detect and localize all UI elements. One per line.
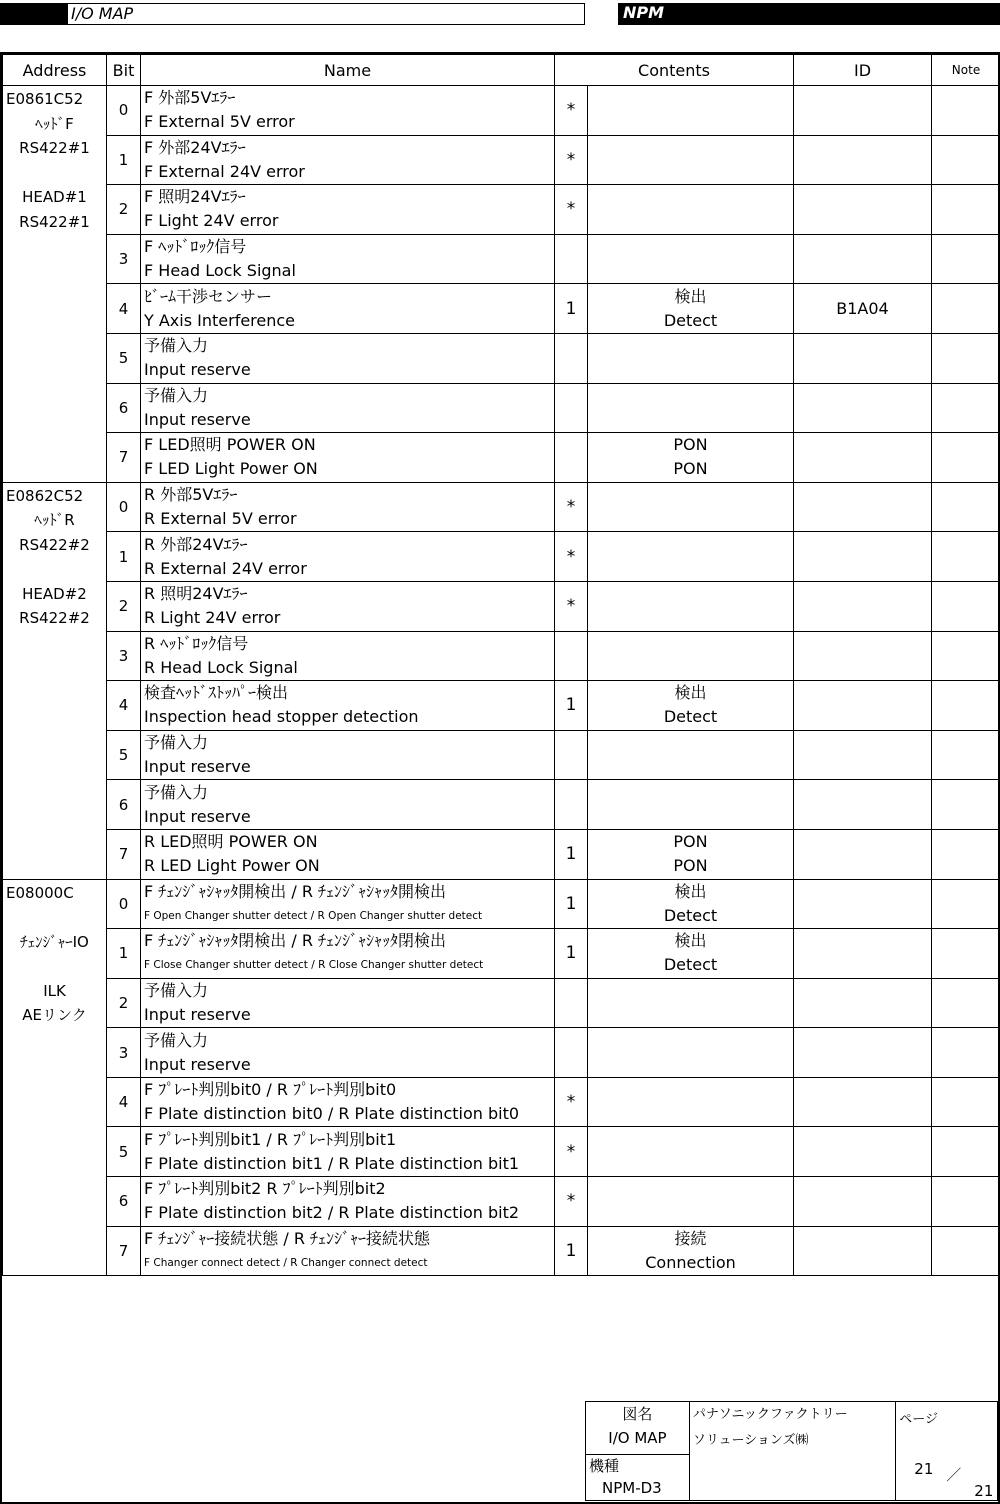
contents-flag-cell: * — [555, 581, 588, 631]
note-cell — [932, 1028, 1000, 1078]
note-cell — [932, 1177, 1000, 1227]
name-en: Inspection head stopper detection — [144, 707, 419, 727]
contents-flag-cell: * — [555, 1177, 588, 1227]
contents-desc-jp: 検出 — [674, 931, 707, 951]
contents-desc-cell — [588, 185, 794, 235]
id-cell — [794, 1028, 932, 1078]
contents-desc-jp: 接続 — [674, 1228, 707, 1248]
table-row — [3, 234, 1000, 284]
id-cell — [794, 532, 932, 582]
table-row — [3, 929, 1000, 979]
bit-cell: 2 — [107, 978, 141, 1028]
contents-desc-jp: PON — [673, 435, 708, 455]
name-en: F Changer connect detect / R Changer connect detect — [144, 1256, 428, 1269]
drawing-name-cell — [586, 1402, 690, 1455]
contents-flag-cell: 1 — [555, 284, 588, 334]
bit-cell: 4 — [107, 681, 141, 731]
name-cell — [141, 978, 555, 1028]
table-row — [3, 482, 1000, 532]
table-row — [3, 1177, 1000, 1227]
contents-flag-cell — [555, 978, 588, 1028]
contents-desc-cell — [588, 532, 794, 582]
name-cell — [141, 1226, 555, 1276]
contents-flag-cell: * — [555, 135, 588, 185]
address-cell — [3, 482, 107, 879]
note-cell — [932, 780, 1000, 830]
note-cell — [932, 482, 1000, 532]
table-row — [3, 284, 1000, 334]
header-right-title: NPM — [623, 3, 665, 22]
address-line — [3, 557, 106, 582]
name-en: F Close Changer shutter detect / R Close Changer shutter detect — [144, 959, 484, 972]
name-cell — [141, 86, 555, 136]
address-line: E0862C52 — [6, 486, 84, 505]
address-line: AEリンク — [22, 1006, 87, 1024]
id-cell — [794, 780, 932, 830]
name-jp: F 外部5Vｴﾗｰ — [144, 88, 236, 108]
name-en: R External 5V error — [144, 509, 297, 529]
contents-desc-cell — [588, 482, 794, 532]
contents-desc-cell — [588, 1226, 794, 1276]
name-cell — [141, 482, 555, 532]
table-row — [3, 829, 1000, 879]
name-en: F Plate distinction bit1 / R Plate distinction bit1 — [144, 1153, 520, 1173]
contents-desc-en: Detect — [663, 955, 718, 975]
note-cell — [932, 135, 1000, 185]
name-jp: F ﾌﾟﾚｰﾄ判別bit2 R ﾌﾟﾚｰﾄ判別bit2 — [144, 1179, 386, 1199]
id-cell — [794, 1127, 932, 1177]
bit-cell: 7 — [107, 1226, 141, 1276]
note-cell — [932, 333, 1000, 383]
name-cell — [141, 879, 555, 929]
note-cell — [932, 433, 1000, 483]
id-cell: B1A04 — [794, 284, 932, 334]
name-jp: F 外部24Vｴﾗｰ — [144, 137, 246, 157]
model-value: NPM-D3 — [602, 1479, 662, 1497]
name-en: R Light 24V error — [144, 608, 281, 628]
name-jp: 検査ﾍｯﾄﾞｽﾄｯﾊﾟｰ検出 — [144, 683, 289, 703]
bit-cell: 4 — [107, 1077, 141, 1127]
name-cell — [141, 681, 555, 731]
company-cell — [689, 1402, 895, 1501]
id-cell — [794, 929, 932, 979]
name-cell — [141, 234, 555, 284]
name-en: Input reserve — [144, 757, 251, 777]
bit-cell: 1 — [107, 532, 141, 582]
contents-desc-jp: 検出 — [674, 286, 707, 306]
table-row — [3, 581, 1000, 631]
address-cell — [3, 86, 107, 483]
id-cell — [794, 1177, 932, 1227]
table-row — [3, 86, 1000, 136]
contents-desc-cell — [588, 284, 794, 334]
contents-flag-cell — [555, 234, 588, 284]
name-jp: F LED照明 POWER ON — [144, 435, 316, 455]
contents-desc-cell — [588, 1028, 794, 1078]
contents-flag-cell — [555, 1028, 588, 1078]
note-cell — [932, 383, 1000, 433]
name-cell — [141, 631, 555, 681]
bit-cell: 7 — [107, 829, 141, 879]
drawing-name-label: 図名 — [622, 1405, 653, 1423]
io-map-table — [2, 54, 1000, 1276]
contents-desc-jp: 検出 — [674, 881, 707, 901]
address-cell — [3, 879, 107, 1276]
address-line — [3, 954, 106, 979]
company-line-2: ソリューションズ㈱ — [692, 1433, 809, 1448]
contents-desc-en: Detect — [663, 707, 718, 727]
name-jp: R 照明24Vｴﾗｰ — [144, 584, 248, 604]
name-en: R LED Light Power ON — [144, 856, 320, 876]
contents-desc-cell — [588, 581, 794, 631]
bit-cell: 0 — [107, 482, 141, 532]
table-row — [3, 1028, 1000, 1078]
address-line: HEAD#2 — [22, 584, 87, 603]
contents-flag-cell: 1 — [555, 929, 588, 979]
name-cell — [141, 532, 555, 582]
contents-flag-cell — [555, 631, 588, 681]
contents-desc-cell — [588, 1127, 794, 1177]
name-jp: 予備入力 — [144, 782, 209, 802]
col-name: Name — [141, 55, 555, 86]
contents-flag-cell: 1 — [555, 829, 588, 879]
contents-flag-cell: 1 — [555, 681, 588, 731]
table-row — [3, 730, 1000, 780]
note-cell — [932, 581, 1000, 631]
name-cell — [141, 780, 555, 830]
name-jp: R ﾍｯﾄﾞﾛｯｸ信号 — [144, 633, 249, 653]
name-jp: 予備入力 — [144, 980, 209, 1000]
name-jp: 予備入力 — [144, 336, 209, 356]
table-row — [3, 631, 1000, 681]
page-total: 21 — [974, 1482, 994, 1500]
table-row — [3, 135, 1000, 185]
contents-desc-en: Detect — [663, 905, 718, 925]
note-cell — [932, 532, 1000, 582]
col-contents: Contents — [555, 55, 794, 86]
name-en: Input reserve — [144, 409, 251, 429]
address-line: ILK — [43, 981, 66, 1000]
name-jp: F 照明24Vｴﾗｰ — [144, 187, 246, 207]
note-cell — [932, 681, 1000, 731]
page-separator: ／ — [946, 1466, 962, 1484]
name-jp: 予備入力 — [144, 733, 209, 753]
contents-flag-cell: * — [555, 1077, 588, 1127]
io-map-frame — [0, 52, 1000, 1504]
table-row — [3, 978, 1000, 1028]
table-row — [3, 1226, 1000, 1276]
name-en: F External 5V error — [144, 112, 295, 132]
note-cell — [932, 1127, 1000, 1177]
name-en: F Light 24V error — [144, 211, 279, 231]
name-cell — [141, 433, 555, 483]
bit-cell: 5 — [107, 1127, 141, 1177]
contents-desc-cell — [588, 681, 794, 731]
contents-desc-en: PON — [673, 459, 708, 479]
bit-cell: 7 — [107, 433, 141, 483]
contents-desc-cell — [588, 383, 794, 433]
company-line-1: パナソニックファクトリー — [692, 1407, 848, 1422]
name-en: F Head Lock Signal — [144, 261, 296, 281]
bit-cell: 5 — [107, 730, 141, 780]
id-cell — [794, 978, 932, 1028]
contents-desc-cell — [588, 879, 794, 929]
address-line — [3, 161, 106, 186]
contents-desc-cell — [588, 978, 794, 1028]
contents-flag-cell: * — [555, 482, 588, 532]
id-cell — [794, 433, 932, 483]
name-jp: 予備入力 — [144, 385, 209, 405]
contents-flag-cell: 1 — [555, 1226, 588, 1276]
note-cell — [932, 1077, 1000, 1127]
page-cell — [896, 1402, 998, 1501]
contents-flag-cell — [555, 730, 588, 780]
address-line: RS422#1 — [19, 139, 90, 157]
contents-desc-cell — [588, 730, 794, 780]
col-address: Address — [3, 55, 107, 86]
bit-cell: 1 — [107, 929, 141, 979]
bit-cell: 3 — [107, 631, 141, 681]
table-row — [3, 383, 1000, 433]
contents-desc-cell — [588, 86, 794, 136]
bit-cell: 6 — [107, 383, 141, 433]
col-bit: Bit — [107, 55, 141, 86]
bit-cell: 3 — [107, 234, 141, 284]
address-line — [3, 905, 106, 930]
name-cell — [141, 1028, 555, 1078]
bit-cell: 0 — [107, 879, 141, 929]
bit-cell: 2 — [107, 185, 141, 235]
table-row — [3, 433, 1000, 483]
contents-desc-cell — [588, 829, 794, 879]
name-cell — [141, 1177, 555, 1227]
address-line: HEAD#1 — [22, 188, 87, 206]
name-jp: F ﾁｪﾝｼﾞｬｼｬｯﾀ開検出 / R ﾁｪﾝｼﾞｬｼｬｯﾀ開検出 — [144, 881, 447, 901]
id-cell — [794, 730, 932, 780]
bit-cell: 4 — [107, 284, 141, 334]
address-line: E0861C52 — [6, 90, 84, 108]
name-cell — [141, 581, 555, 631]
page-label: ページ — [899, 1412, 939, 1427]
name-jp: F ﾍｯﾄﾞﾛｯｸ信号 — [144, 237, 247, 257]
drawing-name-value: I/O MAP — [608, 1429, 667, 1447]
bit-cell: 6 — [107, 780, 141, 830]
name-cell — [141, 1127, 555, 1177]
name-cell — [141, 135, 555, 185]
id-cell — [794, 879, 932, 929]
address-line: ﾍｯﾄﾞR — [34, 511, 75, 530]
contents-flag-cell — [555, 433, 588, 483]
col-id: ID — [794, 55, 932, 86]
table-row — [3, 333, 1000, 383]
note-cell — [932, 829, 1000, 879]
name-cell — [141, 333, 555, 383]
note-cell — [932, 284, 1000, 334]
name-jp: R LED照明 POWER ON — [144, 832, 318, 852]
table-row — [3, 780, 1000, 830]
id-cell — [794, 135, 932, 185]
header-io-map-banner — [0, 3, 585, 25]
id-cell — [794, 631, 932, 681]
name-cell — [141, 284, 555, 334]
note-cell — [932, 929, 1000, 979]
name-en: F Plate distinction bit2 / R Plate distinction bit2 — [144, 1203, 520, 1223]
contents-flag-cell — [555, 383, 588, 433]
address-line: RS422#2 — [19, 535, 90, 554]
name-cell — [141, 185, 555, 235]
name-en: Input reserve — [144, 1004, 251, 1024]
id-cell — [794, 383, 932, 433]
name-cell — [141, 829, 555, 879]
address-line: E08000C — [6, 883, 74, 902]
id-cell — [794, 1226, 932, 1276]
name-jp: R 外部24Vｴﾗｰ — [144, 534, 248, 554]
header-row — [3, 55, 1000, 86]
table-row — [3, 1077, 1000, 1127]
address-line: RS422#1 — [19, 212, 90, 231]
contents-desc-en: Connection — [645, 1252, 736, 1272]
name-en: F External 24V error — [144, 161, 305, 181]
note-cell — [932, 234, 1000, 284]
name-jp: F ﾌﾟﾚｰﾄ判別bit1 / R ﾌﾟﾚｰﾄ判別bit1 — [144, 1129, 397, 1149]
bit-cell: 0 — [107, 86, 141, 136]
name-en: Input reserve — [144, 1054, 251, 1074]
name-cell — [141, 1077, 555, 1127]
contents-desc-cell — [588, 1077, 794, 1127]
address-line: ﾁｪﾝｼﾞｬｰIO — [20, 932, 89, 951]
contents-desc-cell — [588, 433, 794, 483]
header-left-title: I/O MAP — [71, 4, 134, 23]
contents-flag-cell: * — [555, 1127, 588, 1177]
name-en: Y Axis Interference — [144, 310, 296, 330]
name-en: R Head Lock Signal — [144, 657, 298, 677]
name-en: Input reserve — [144, 360, 251, 380]
header-npm-banner — [618, 3, 1000, 25]
name-en: F Plate distinction bit0 / R Plate distinction bit0 — [144, 1104, 520, 1124]
id-cell — [794, 234, 932, 284]
contents-desc-jp: 検出 — [674, 683, 707, 703]
note-cell — [932, 730, 1000, 780]
col-note: Note — [932, 55, 1000, 86]
bit-cell: 5 — [107, 333, 141, 383]
contents-desc-jp: PON — [673, 832, 708, 852]
id-cell — [794, 681, 932, 731]
page-current: 21 — [914, 1460, 934, 1478]
id-cell — [794, 185, 932, 235]
note-cell — [932, 631, 1000, 681]
name-cell — [141, 929, 555, 979]
name-jp: F ﾁｪﾝｼﾞｬｰ接続状態 / R ﾁｪﾝｼﾞｬｰ接続状態 — [144, 1228, 431, 1248]
model-label: 機種 — [589, 1457, 620, 1475]
contents-desc-cell — [588, 1177, 794, 1227]
name-jp: F ﾌﾟﾚｰﾄ判別bit0 / R ﾌﾟﾚｰﾄ判別bit0 — [144, 1080, 397, 1100]
title-block — [585, 1401, 998, 1501]
contents-desc-cell — [588, 631, 794, 681]
name-jp: 予備入力 — [144, 1030, 209, 1050]
table-row — [3, 532, 1000, 582]
contents-desc-cell — [588, 333, 794, 383]
contents-flag-cell: * — [555, 532, 588, 582]
table-row — [3, 681, 1000, 731]
name-en: R External 24V error — [144, 558, 307, 578]
note-cell — [932, 86, 1000, 136]
model-cell — [586, 1455, 690, 1501]
note-cell — [932, 879, 1000, 929]
table-row — [3, 1127, 1000, 1177]
banner-black-block — [0, 4, 68, 24]
note-cell — [932, 1226, 1000, 1276]
contents-desc-en: PON — [673, 856, 708, 876]
name-cell — [141, 383, 555, 433]
bit-cell: 2 — [107, 581, 141, 631]
contents-flag-cell: * — [555, 86, 588, 136]
name-cell — [141, 730, 555, 780]
contents-flag-cell — [555, 780, 588, 830]
note-cell — [932, 978, 1000, 1028]
id-cell — [794, 333, 932, 383]
id-cell — [794, 581, 932, 631]
name-en: F LED Light Power ON — [144, 459, 318, 479]
name-jp: R 外部5Vｴﾗｰ — [144, 485, 238, 505]
contents-flag-cell — [555, 333, 588, 383]
id-cell — [794, 86, 932, 136]
name-en: F Open Changer shutter detect / R Open Changer shutter detect — [144, 909, 483, 922]
address-line: RS422#2 — [19, 609, 90, 628]
bit-cell: 1 — [107, 135, 141, 185]
note-cell — [932, 185, 1000, 235]
table-row — [3, 879, 1000, 929]
name-jp: F ﾁｪﾝｼﾞｬｼｬｯﾀ閉検出 / R ﾁｪﾝｼﾞｬｼｬｯﾀ閉検出 — [144, 931, 447, 951]
table-row — [3, 185, 1000, 235]
name-jp: ﾋﾞｰﾑ干渉センサー — [144, 286, 273, 306]
bit-cell: 3 — [107, 1028, 141, 1078]
contents-desc-cell — [588, 135, 794, 185]
id-cell — [794, 829, 932, 879]
name-en: Input reserve — [144, 806, 251, 826]
contents-flag-cell: 1 — [555, 879, 588, 929]
contents-flag-cell: * — [555, 185, 588, 235]
id-cell — [794, 482, 932, 532]
contents-desc-en: Detect — [663, 310, 718, 330]
contents-desc-cell — [588, 929, 794, 979]
address-line: ﾍｯﾄﾞF — [35, 114, 74, 133]
id-cell — [794, 1077, 932, 1127]
contents-desc-cell — [588, 780, 794, 830]
contents-desc-cell — [588, 234, 794, 284]
io-map-body — [3, 86, 1000, 1276]
bit-cell: 6 — [107, 1177, 141, 1227]
